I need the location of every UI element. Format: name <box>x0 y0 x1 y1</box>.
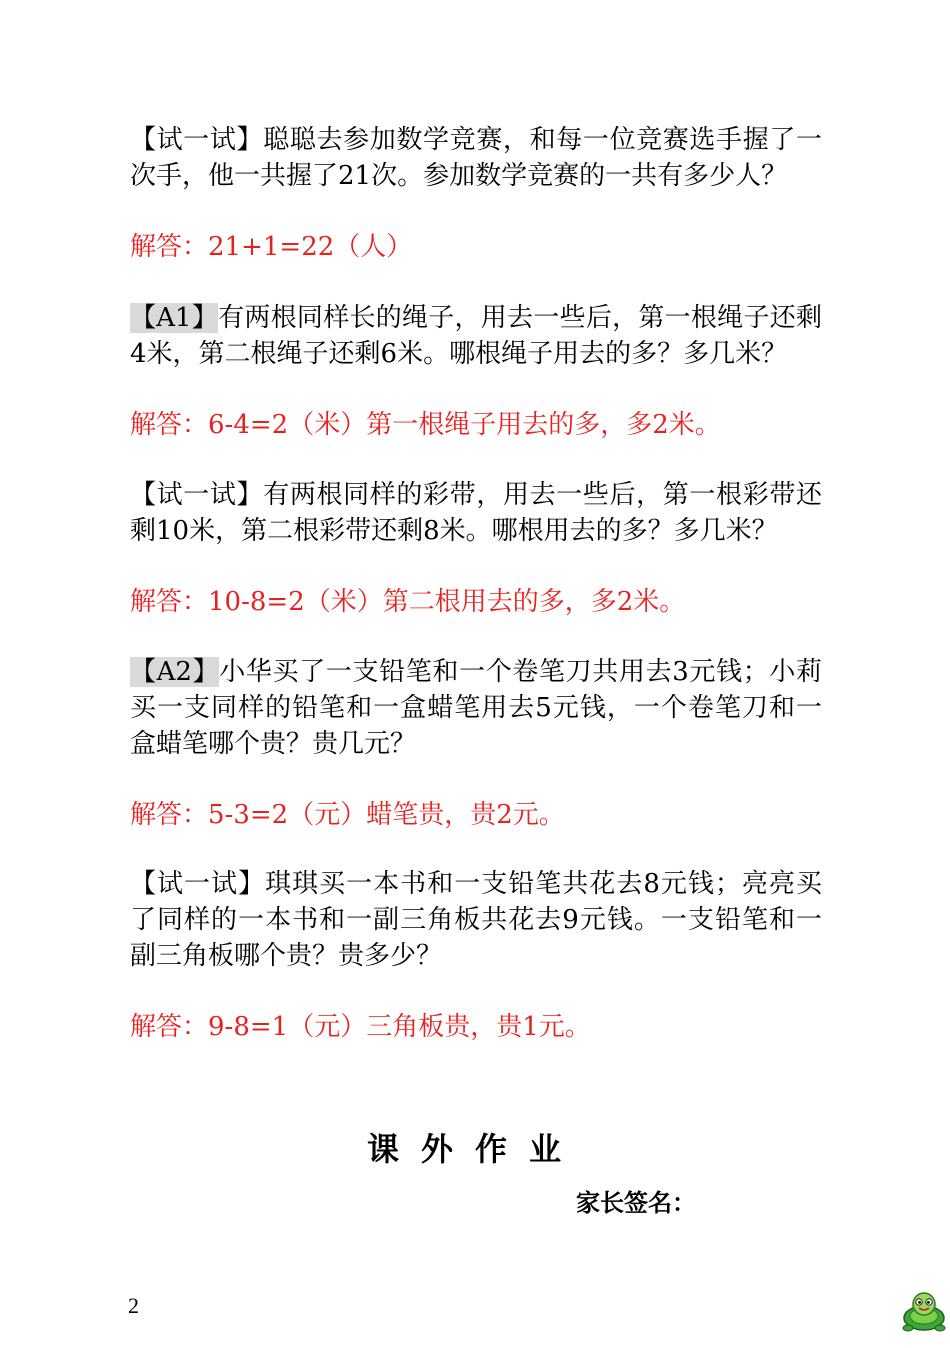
answer-1: 解答：21+1=22（人） <box>130 232 413 262</box>
page-number: 2 <box>128 1293 139 1318</box>
problem-3-text: 有两根同样的彩带，用去一些后，第一根彩带还剩10米，第二根彩带还剩8米。哪根用去的多？多几米？ <box>130 480 822 546</box>
answer-5: 解答：9-8=1（元）三角板贵，贵1元。 <box>130 1012 591 1042</box>
problem-1-tag: 【试一试】 <box>130 125 264 155</box>
problem-4 <box>130 654 822 762</box>
problem-3 <box>130 477 822 549</box>
answer-3: 解答：10-8=2（米）第二根用去的多，多2米。 <box>130 587 686 617</box>
problem-2-tag: 【A1】 <box>130 303 219 333</box>
problem-3-tag: 【试一试】 <box>130 480 264 510</box>
answer-4: 解答：5-3=2（元）蜡笔贵，贵2元。 <box>130 800 565 830</box>
problem-5-text: 琪琪买一本书和一支铅笔共花去8元钱；亮亮买了同样的一本书和一副三角板共花去9元钱。一支铅笔和一副三角板哪个贵？贵多少？ <box>130 869 822 971</box>
problem-1-text: 聪聪去参加数学竞赛，和每一位竞赛选手握了一次手，他一共握了21次。参加数学竞赛的一共有多少人？ <box>130 125 822 191</box>
problem-2 <box>130 300 822 372</box>
problem-5 <box>130 866 822 974</box>
problem-5-tag: 【试一试】 <box>130 869 266 899</box>
section-title: 课外作业 <box>366 1130 583 1168</box>
problem-2-text: 有两根同样长的绳子，用去一些后，第一根绳子还剩4米，第二根绳子还剩6米。哪根绳子用去的多？多几米？ <box>130 303 822 369</box>
turtle-icon <box>900 1290 948 1334</box>
problem-4-text: 小华买了一支铅笔和一个卷笔刀共用去3元钱；小莉买一支同样的铅笔和一盒蜡笔用去5元钱，一个卷笔刀和一盒蜡笔哪个贵？贵几元？ <box>130 657 822 759</box>
problem-4-tag: 【A2】 <box>130 657 220 687</box>
answer-2: 解答：6-4=2（米）第一根绳子用去的多，多2米。 <box>130 410 721 440</box>
parent-signature-label: 家长签名： <box>576 1189 696 1217</box>
problem-1 <box>130 122 822 194</box>
